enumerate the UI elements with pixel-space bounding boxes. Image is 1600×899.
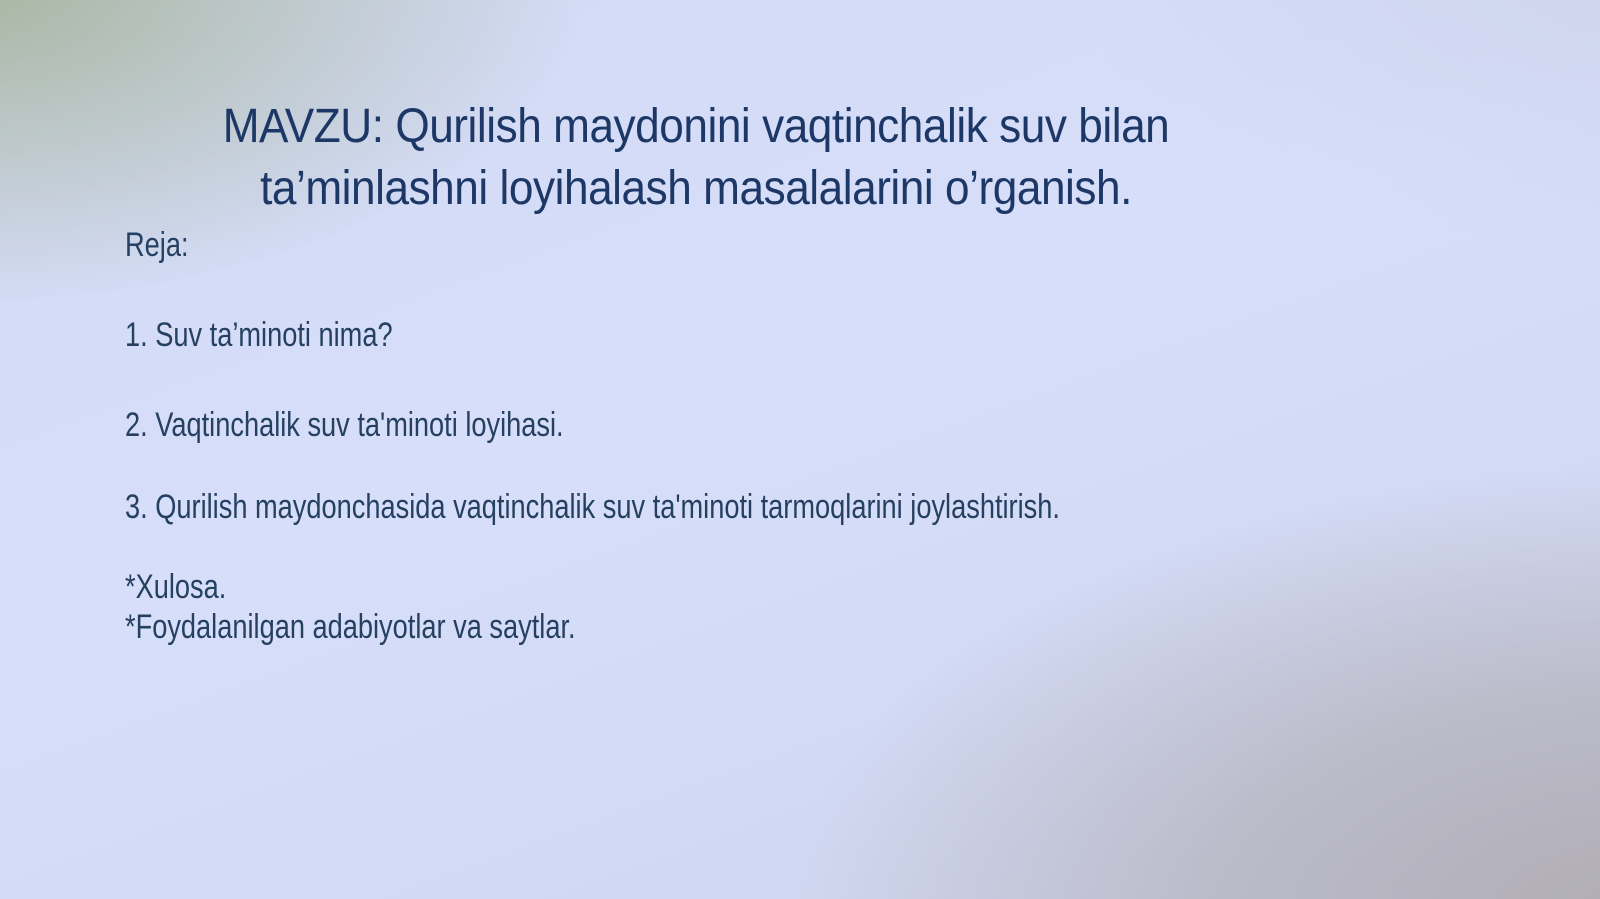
plan-item-3: 3. Qurilish maydonchasida vaqtinchalik suv ta'minoti tarmoqlarini joylashtirish.	[125, 488, 1060, 526]
slide-title-line-1: MAVZU: Qurilish maydonini vaqtinchalik suv bilan	[222, 100, 1170, 153]
footnote-adabiyotlar: *Foydalanilgan adabiyotlar va saytlar.	[125, 608, 576, 646]
plan-item-1: 1. Suv ta’minoti nima?	[125, 316, 393, 354]
slide-title-line-2: ta’minlashni loyihalash masalalarini o’rganish.	[260, 162, 1132, 215]
plan-item-2: 2. Vaqtinchalik suv ta'minoti loyihasi.	[125, 406, 564, 444]
footnote-xulosa: *Xulosa.	[125, 568, 227, 606]
slide-title	[166, 96, 1226, 220]
plan-heading: Reja:	[125, 226, 189, 264]
slide-body	[125, 225, 1060, 647]
